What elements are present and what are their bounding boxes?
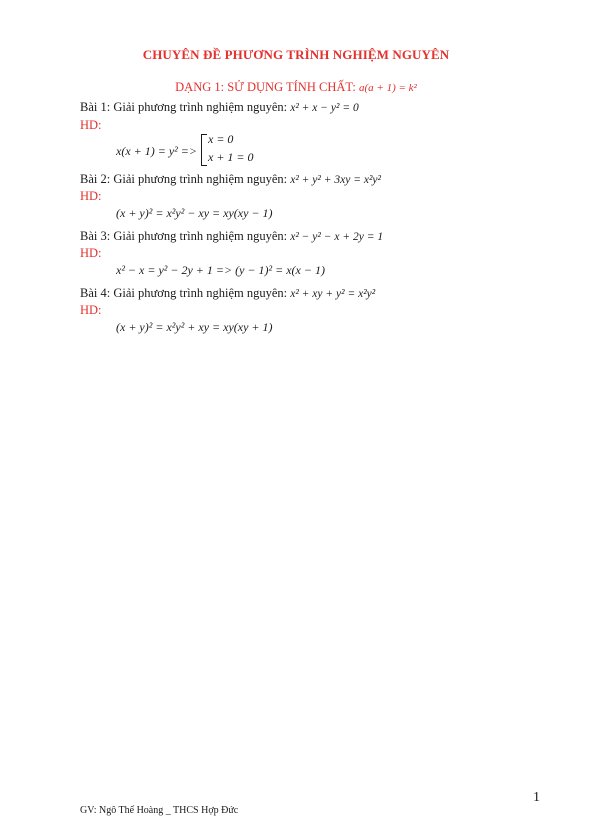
problem-4-hint-label: HD: <box>80 303 102 317</box>
solution-case: x + 1 = 0 <box>208 150 254 164</box>
problem-label: Bài 3: Giải phương trình nghiệm nguyên: <box>80 229 288 243</box>
problem-2-solution: (x + y)² = x²y² − xy = xy(xy − 1) <box>116 206 273 220</box>
problem-equation: x² − y² − x + 2y = 1 <box>290 231 384 243</box>
problem-label: Bài 4: Giải phương trình nghiệm nguyên: <box>80 286 288 300</box>
subtitle-text: DẠNG 1: SỬ DỤNG TÍNH CHẤT: <box>175 80 356 94</box>
problem-equation: x² + y² + 3xy = x²y² <box>290 174 381 186</box>
problem-4-solution: (x + y)² = x²y² + xy = xy(xy + 1) <box>116 320 273 334</box>
problem-1-hint-label: HD: <box>80 118 102 132</box>
problem-4-statement <box>80 286 375 301</box>
problem-3-hint-label: HD: <box>80 246 102 260</box>
bracket-symbol <box>201 134 207 166</box>
solution-case: x = 0 <box>208 132 234 146</box>
problem-3-statement <box>80 229 383 244</box>
problem-label: Bài 2: Giải phương trình nghiệm nguyên: <box>80 172 288 186</box>
problem-equation: x² + xy + y² = x²y² <box>290 288 376 300</box>
problem-2-statement <box>80 172 381 187</box>
subtitle-formula: a(a + 1) = k² <box>359 82 417 94</box>
problem-2-hint-label: HD: <box>80 189 102 203</box>
problem-1-statement <box>80 100 359 115</box>
document-title: CHUYÊN ĐỀ PHƯƠNG TRÌNH NGHIỆM NGUYÊN <box>142 47 450 62</box>
footer-text: GV: Ngô Thế Hoàng _ THCS Hợp Đức <box>80 805 239 816</box>
problem-equation: x² + x − y² = 0 <box>290 102 359 114</box>
problem-3-solution: x² − x = y² − 2y + 1 => (y − 1)² = x(x − 1) <box>116 263 325 277</box>
problem-label: Bài 1: Giải phương trình nghiệm nguyên: <box>80 100 288 114</box>
solution-lhs: x(x + 1) = y² => <box>116 144 197 158</box>
section-subtitle <box>0 80 592 95</box>
page-number: 1 <box>533 790 540 805</box>
